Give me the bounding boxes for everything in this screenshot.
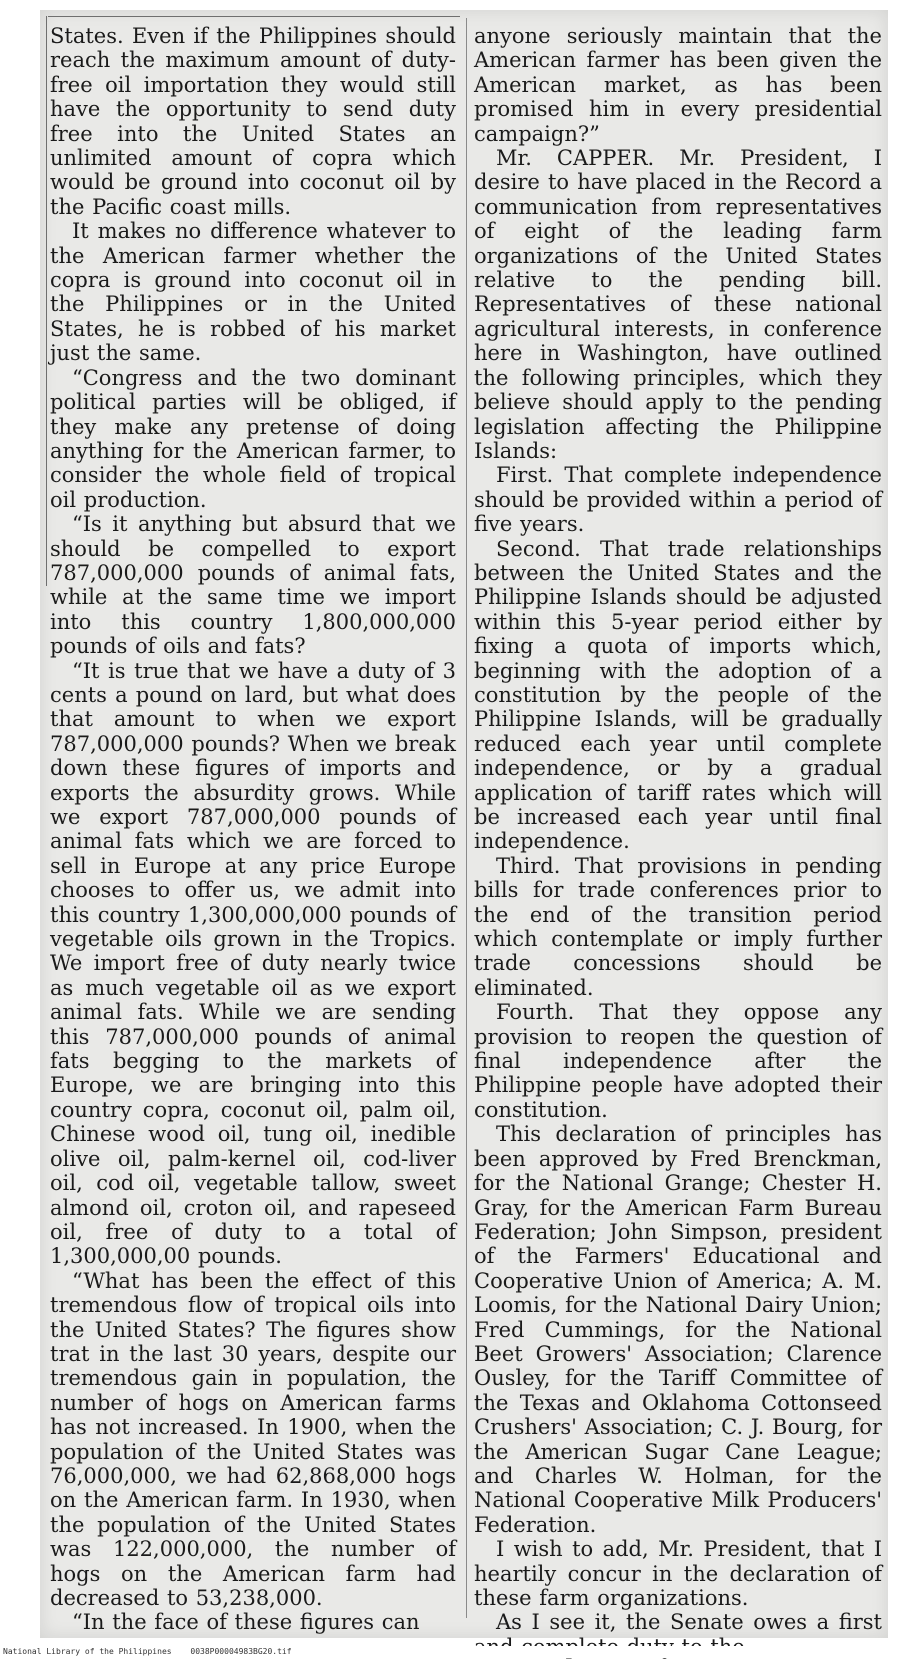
paragraph: I wish to add, Mr. President, that I heartily concur in the declaration of these farm organizations. xyxy=(474,1537,882,1610)
paragraph: States. Even if the Philippines should reach the maximum amount of duty-free oil importation they would still have the opportunity to send duty free into the United States an unlimited amount of copra which would be ground into coconut oil by the Pacific coast mills. xyxy=(50,24,456,219)
column-divider xyxy=(466,18,467,1618)
paragraph: anyone seriously maintain that the American farmer has been given the American market, as has been promised him in every presidential campaign?” xyxy=(474,24,882,146)
paragraph: First. That complete independence should be provided within a period of five years. xyxy=(474,463,882,537)
paragraph: Second. That trade relationships between the United States and the Philippine Islands should be adjusted within this 5-year period either by fixing a quota of imports which, beginning with the adoption of a constitution by the people of the Philippine Islands, will be gradually reduced each year until complete independence, or by a gradual application of tariff rates which will be increased each year until final independence. xyxy=(474,536,882,854)
paragraph: “What has been the effect of this tremendous flow of tropical oils into the United States? The figures show trat in the last 30 years, despite our tremendous gain in population, the number of hogs on American farms has not increased. In 1900, when the population of the United States was 76,000,000, we had 62,868,000 hogs on the American farm. In 1930, when the population of the United States was 122,000,000, the number of hogs on the American farm had decreased to 53,238,000. xyxy=(50,1268,456,1610)
paragraph: “In the face of these figures can xyxy=(72,1610,420,1635)
paragraph: It makes no difference whatever to the American farmer whether the copra is ground into coconut oil in the Philippines or in the United States, he is robbed of his market just the same. xyxy=(50,219,456,366)
paragraph: “Is it anything but absurd that we should be compelled to export 787,000,000 pounds of animal fats, while at the same time we import into this country 1,800,000,000 pounds of oils and fats? xyxy=(50,512,456,659)
scan-footer xyxy=(0,1646,921,1658)
file-name: 0038P00004983BG20.tif xyxy=(190,1647,292,1656)
left-column xyxy=(50,24,456,1635)
clipping-border-left xyxy=(46,16,47,586)
paragraph: This declaration of principles has been approved by Fred Brenckman, for the National Grange; Chester H. Gray, for the American Farm Bureau Federation; John Simpson, president of the Farmers' Educational and Cooperative Union of America; A. M. Loomis, for the National Dairy Union; Fred Cummings, for the National Beet Growers' Association; Clarence Ousley, for the Tariff Committee of the Texas and Oklahoma Cottonseed Crushers' Association; C. J. Bourg, for the American Sugar Cane League; and Charles W. Holman, for the National Cooperative Milk Producers' Federation. xyxy=(474,1122,882,1537)
paragraph: Mr. CAPPER. Mr. President, I desire to have placed in the Record a communication from representatives of eight of the leading farm organizations of the United States relative to the pending bill. Representatives of these national agricultural interests, in conference here in Washington, have outlined the following principles, which they believe should apply to the pending legislation affecting the Philippine Islands: xyxy=(474,146,882,463)
paragraph: “It is true that we have a duty of 3 cents a pound on lard, but what does that amount to when we export 787,000,000 pounds? When we break down these figures of imports and exports the absurdity grows. While we export 787,000,000 pounds of animal fats which we are forced to sell in Europe at any price Europe chooses to offer us, we admit into this country 1,300,000,000 pounds of vegetable oils grown in the Tropics. We import free of duty nearly twice as much vegetable oil as we export animal fats. While we are sending this 787,000,000 pounds of animal fats begging to the markets of Europe, we are bringing into this country copra, coconut oil, palm oil, Chinese wood oil, tung oil, inedible olive oil, palm-kernel oil, cod-liver oil, cod oil, vegetable tallow, sweet almond oil, croton oil, and rapeseed oil, free of duty to a total of 1,300,000,00 pounds. xyxy=(50,658,456,1269)
library-name: National Library of the Philippines xyxy=(3,1647,172,1656)
right-column xyxy=(474,24,882,1635)
paragraph: Third. That provisions in pending bills for trade conferences prior to the end of the transition period which contemplate or imply further trade concessions should be eliminated. xyxy=(474,853,882,1000)
clipping-border-top xyxy=(48,16,460,17)
paragraph: “Congress and the two dominant political parties will be obliged, if they make any pretense of doing anything for the American farmer, to consider the whole field of tropical oil production. xyxy=(50,365,456,512)
paragraph: As I see it, the Senate owes a first xyxy=(496,1610,882,1635)
paragraph: Fourth. That they oppose any provision to reopen the question of final independence after the Philippine people have adopted their constitution. xyxy=(474,1000,882,1122)
scanned-page xyxy=(40,10,888,1638)
